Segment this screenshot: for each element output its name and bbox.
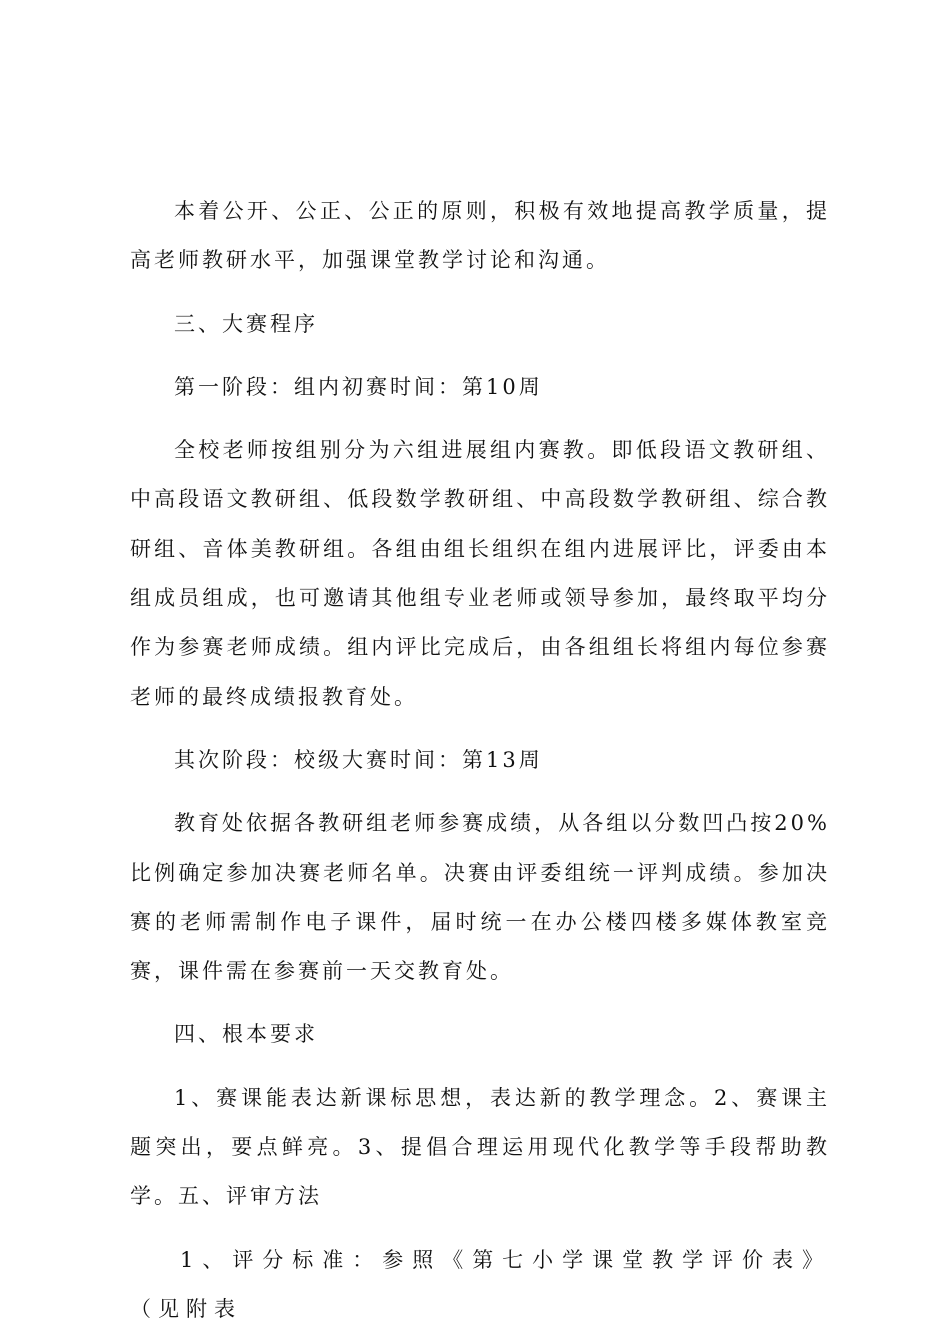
document-body: [130, 187, 830, 1334]
paragraph-requirements: 1、赛课能表达新课标思想，表达新的教学理念。2、赛课主题突出，要点鲜亮。3、提倡合理运用现代化教学等手段帮助教学。五、评审方法: [130, 1085, 830, 1209]
paragraph-principle: 本着公开、公正、公正的原则，积极有效地提高教学质量，提高老师教研水平，加强课堂教学讨论和沟通。: [130, 199, 830, 273]
section-heading-requirements: 四、根本要求: [174, 1022, 318, 1047]
paragraph-stage-one: 全校老师按组别分为六组进展组内赛教。即低段语文教研组、中高段语文教研组、低段数学教研组、中高段数学教研组、综合教研组、音体美教研组。各组由组长组织在组内进展评比，评委由本组成员组成，也可邀请其他组专业老师或领导参加，最终取平均分作为参赛老师成绩。组内评比完成后，由各组组长将组内每位参赛老师的最终成绩报教育处。: [130, 438, 830, 709]
section-heading-procedure: 三、大赛程序: [174, 311, 318, 336]
paragraph-scoring-standard: 1、评分标准：参照《第七小学课堂教学评价表》（见附表: [130, 1247, 830, 1321]
stage-two-heading: 其次阶段：校级大赛时间：第13周: [174, 747, 543, 772]
paragraph-stage-two: 教育处依据各教研组老师参赛成绩，从各组以分数凹凸按20%比例确定参加决赛老师名单。决赛由评委组统一评判成绩。参加决赛的老师需制作电子课件，届时统一在办公楼四楼多媒体教室竞赛，课件需在参赛前一天交教育处。: [130, 811, 830, 984]
stage-one-heading: 第一阶段：组内初赛时间：第10周: [174, 374, 543, 399]
